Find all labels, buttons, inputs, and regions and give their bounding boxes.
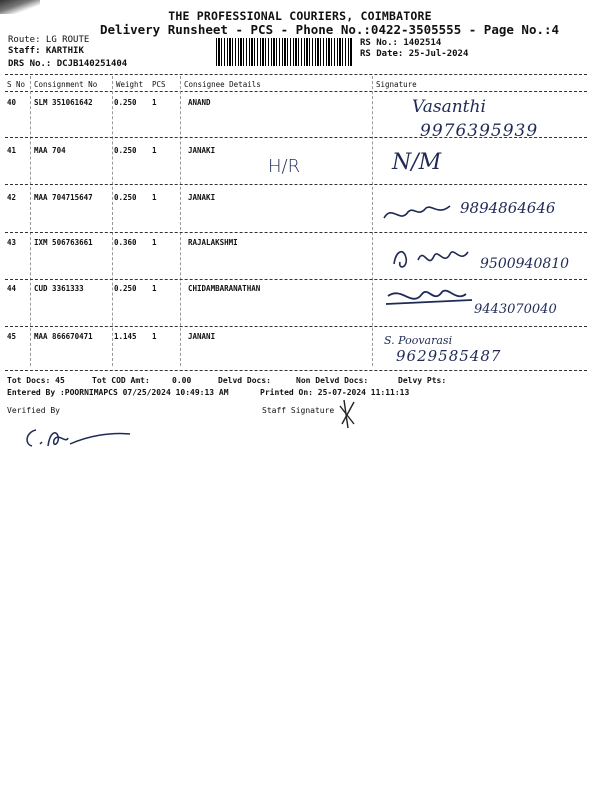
row-consignment: MAA 866670471: [34, 332, 93, 341]
row-consignee: JANAKI: [188, 193, 216, 202]
handwritten-phone: 9894864646: [460, 199, 556, 217]
row-divider: [5, 137, 587, 138]
row-sno: 40: [7, 98, 17, 107]
handwritten-signature: [388, 240, 478, 276]
col-pcs: PCS: [152, 80, 166, 89]
row-consignee: ANAND: [188, 98, 211, 107]
printed-on: Printed On: 25-07-2024 11:11:13: [260, 388, 410, 397]
handwritten-signature: S. Poovarasi: [384, 334, 453, 347]
route: Route: LG ROUTE: [8, 35, 90, 45]
row-divider: [5, 326, 587, 327]
col-separator: [30, 76, 31, 366]
row-consignee: CHIDAMBARANATHAN: [188, 284, 261, 293]
divider: [5, 74, 587, 75]
col-sno: S No: [7, 80, 26, 89]
handwritten-signature: [382, 282, 482, 316]
total-docs: Tot Docs: 45: [7, 376, 65, 385]
handwritten-signature: N/M: [392, 150, 442, 175]
handwritten-phone: 9976395939: [420, 121, 539, 141]
row-sno: 43: [7, 238, 17, 247]
total-cod-label: Tot COD Amt:: [92, 376, 150, 385]
staff-signature-label: Staff Signature: [262, 406, 335, 415]
handwritten-signature: [378, 198, 458, 226]
row-consignment: MAA 704715647: [34, 193, 93, 202]
rs-number: RS No.: 1402514: [360, 38, 442, 48]
col-separator: [372, 76, 373, 366]
row-sno: 45: [7, 332, 17, 341]
staff: Staff: KARTHIK: [8, 46, 84, 56]
handwritten-phone: 9629585487: [396, 347, 502, 365]
row-consignee: RAJALAKSHMI: [188, 238, 238, 247]
row-pcs: 1: [152, 238, 157, 247]
col-separator: [112, 76, 113, 366]
row-sno: 42: [7, 193, 17, 202]
verifier-signature: [18, 422, 138, 454]
col-signature: Signature: [376, 80, 417, 89]
row-pcs: 1: [152, 193, 157, 202]
row-weight: 0.360: [114, 238, 137, 247]
row-pcs: 1: [152, 146, 157, 155]
col-weight: Weight: [116, 80, 144, 89]
col-consignee: Consignee Details: [184, 80, 261, 89]
company-title: THE PROFESSIONAL COURIERS, COIMBATORE: [168, 9, 432, 23]
row-weight: 0.250: [114, 146, 137, 155]
handwritten-phone: 9500940810: [480, 256, 570, 272]
non-delivered-docs: Non Delvd Docs:: [296, 376, 369, 385]
drs-number: DRS No.: DCJB140251404: [8, 59, 128, 69]
row-consignment: SLM 351061642: [34, 98, 93, 107]
row-weight: 0.250: [114, 193, 137, 202]
handwritten-phone: 9443070040: [474, 302, 557, 317]
row-consignee: JANANI: [188, 332, 216, 341]
divider: [5, 91, 587, 92]
total-cod-value: 0.00: [172, 376, 192, 385]
row-sno: 44: [7, 284, 17, 293]
row-consignment: IXM 506763661: [34, 238, 93, 247]
row-pcs: 1: [152, 284, 157, 293]
handwritten-note: H/R: [268, 156, 301, 177]
barcode: [216, 38, 352, 66]
rs-date: RS Date: 25-Jul-2024: [360, 49, 469, 59]
entered-by: Entered By :POORNIMAPCS 07/25/2024 10:49:13 AM: [7, 388, 229, 397]
staff-signature-mark: [336, 396, 360, 430]
row-divider: [5, 370, 587, 371]
runsheet-subtitle: Delivery Runsheet - PCS - Phone No.:0422-3505555 - Page No.:4: [100, 22, 560, 37]
col-consignment: Consignment No: [34, 80, 98, 89]
row-weight: 1.145: [114, 332, 137, 341]
col-separator: [180, 76, 181, 366]
row-sno: 41: [7, 146, 17, 155]
row-weight: 0.250: [114, 98, 137, 107]
verified-by: Verified By: [7, 406, 60, 415]
row-divider: [5, 232, 587, 233]
row-weight: 0.250: [114, 284, 137, 293]
delivery-points: Delvy Pts:: [398, 376, 447, 385]
row-pcs: 1: [152, 332, 157, 341]
row-consignee: JANAKI: [188, 146, 216, 155]
row-divider: [5, 184, 587, 185]
row-pcs: 1: [152, 98, 157, 107]
delivered-docs: Delvd Docs:: [218, 376, 271, 385]
row-consignment: MAA 704: [34, 146, 66, 155]
row-consignment: CUD 3361333: [34, 284, 84, 293]
row-divider: [5, 279, 587, 280]
handwritten-signature: Vasanthi: [412, 97, 486, 117]
